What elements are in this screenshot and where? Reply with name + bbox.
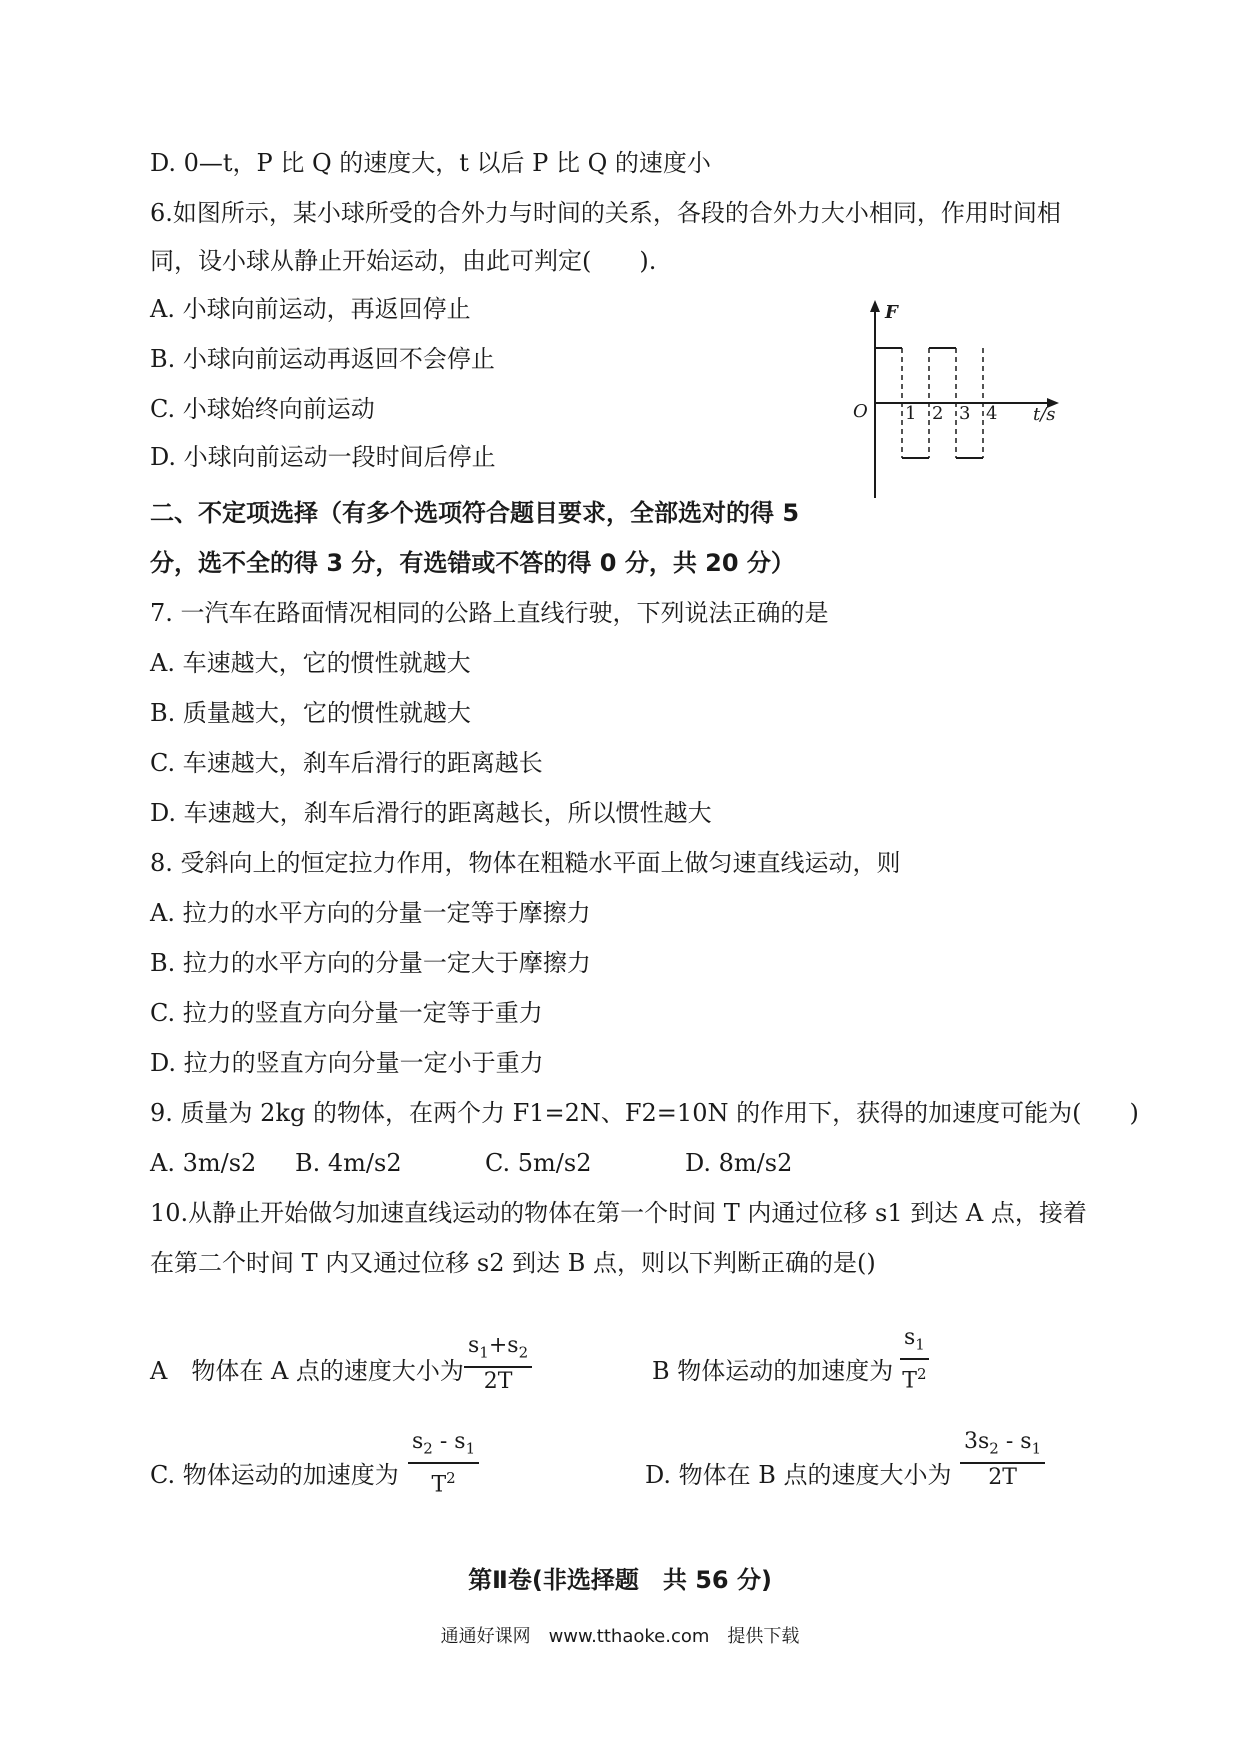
question-9-option-a: A. 3m/s2 (150, 1149, 257, 1177)
origin-label: O (853, 401, 868, 422)
question-8-option-d: D. 拉力的竖直方向分量一定小于重力 (150, 1049, 544, 1077)
x-axis-label: t/s (1033, 404, 1056, 425)
question-6-option-a: A. 小球向前运动，再返回停止 (150, 295, 471, 323)
option-d-fraction: $\frac{3s_2 - s_1}{2T}$ (960, 1428, 1045, 1492)
question-9-option-b: B. 4m/s2 (295, 1149, 402, 1177)
force-time-graph (845, 298, 1065, 508)
question-6-option-d: D. 小球向前运动一段时间后停止 (150, 443, 496, 471)
question-9-option-d: D. 8m/s2 (685, 1149, 793, 1177)
option-b-fraction: $\frac{s_1}{T^2}$ (900, 1324, 929, 1396)
x-tick-label-1: 1 (905, 403, 917, 424)
y-axis-arrow (870, 300, 880, 312)
question-5-option-d: D. 0—t，P 比 Q 的速度大，t 以后 P 比 Q 的速度小 (150, 149, 711, 177)
question-10-text-line-1: 10.从静止开始做匀加速直线运动的物体在第一个时间 T 内通过位移 s1 到达 A 点，接着 (150, 1199, 1087, 1227)
question-8-option-a: A. 拉力的水平方向的分量一定等于摩擦力 (150, 899, 591, 927)
question-6-text-line-1: 6.如图所示，某小球所受的合外力与时间的关系，各段的合外力大小相同，作用时间相 (150, 199, 1061, 227)
section-2-heading-line-1: 二、不定项选择（有多个选项符合题目要求，全部选对的得 5 (150, 499, 800, 527)
question-8-option-c: C. 拉力的竖直方向分量一定等于重力 (150, 999, 543, 1027)
question-10-option-b: B 物体运动的加速度为 (652, 1357, 894, 1385)
section-2-heading-line-2: 分，选不全的得 3 分，有选错或不答的得 0 分，共 20 分） (150, 549, 795, 577)
question-7-text: 7. 一汽车在路面情况相同的公路上直线行驶，下列说法正确的是 (150, 599, 829, 627)
x-tick-label-2: 2 (932, 403, 944, 424)
question-7-option-b: B. 质量越大，它的惯性就越大 (150, 699, 471, 727)
x-tick-label-3: 3 (959, 403, 971, 424)
question-7-option-d: D. 车速越大，刹车后滑行的距离越长，所以惯性越大 (150, 799, 712, 827)
page-footer: 通通好课网 www.tthaoke.com 提供下载 (440, 1626, 800, 1647)
question-6-option-c: C. 小球始终向前运动 (150, 395, 375, 423)
question-8-text: 8. 受斜向上的恒定拉力作用，物体在粗糙水平面上做匀速直线运动，则 (150, 849, 901, 877)
question-10-option-c: C. 物体运动的加速度为 (150, 1461, 399, 1489)
question-9-text: 9. 质量为 2kg 的物体，在两个力 F1=2N、F2=10N 的作用下，获得的加速度可能为( ) (150, 1099, 1139, 1127)
x-tick-label-4: 4 (986, 403, 998, 424)
question-7-option-c: C. 车速越大，刹车后滑行的距离越长 (150, 749, 543, 777)
option-c-fraction: $\frac{s_2 - s_1}{T^2}$ (408, 1428, 479, 1500)
y-axis-label: F (885, 302, 898, 323)
question-7-option-a: A. 车速越大，它的惯性就越大 (150, 649, 471, 677)
question-10-text-line-2: 在第二个时间 T 内又通过位移 s2 到达 B 点，则以下判断正确的是() (150, 1249, 876, 1277)
question-6-text-line-2: 同，设小球从静止开始运动，由此可判定( ). (150, 247, 657, 275)
option-a-fraction: $\frac{s_1+s_2}{2T}$ (464, 1332, 532, 1396)
question-9-option-c: C. 5m/s2 (485, 1149, 592, 1177)
question-6-option-b: B. 小球向前运动再返回不会停止 (150, 345, 495, 373)
question-10-option-d: D. 物体在 B 点的速度大小为 (645, 1461, 952, 1489)
question-8-option-b: B. 拉力的水平方向的分量一定大于摩擦力 (150, 949, 591, 977)
question-10-option-a: A 物体在 A 点的速度大小为 (150, 1357, 464, 1385)
section-2-title: 第Ⅱ卷(非选择题 共 56 分) (468, 1566, 772, 1594)
